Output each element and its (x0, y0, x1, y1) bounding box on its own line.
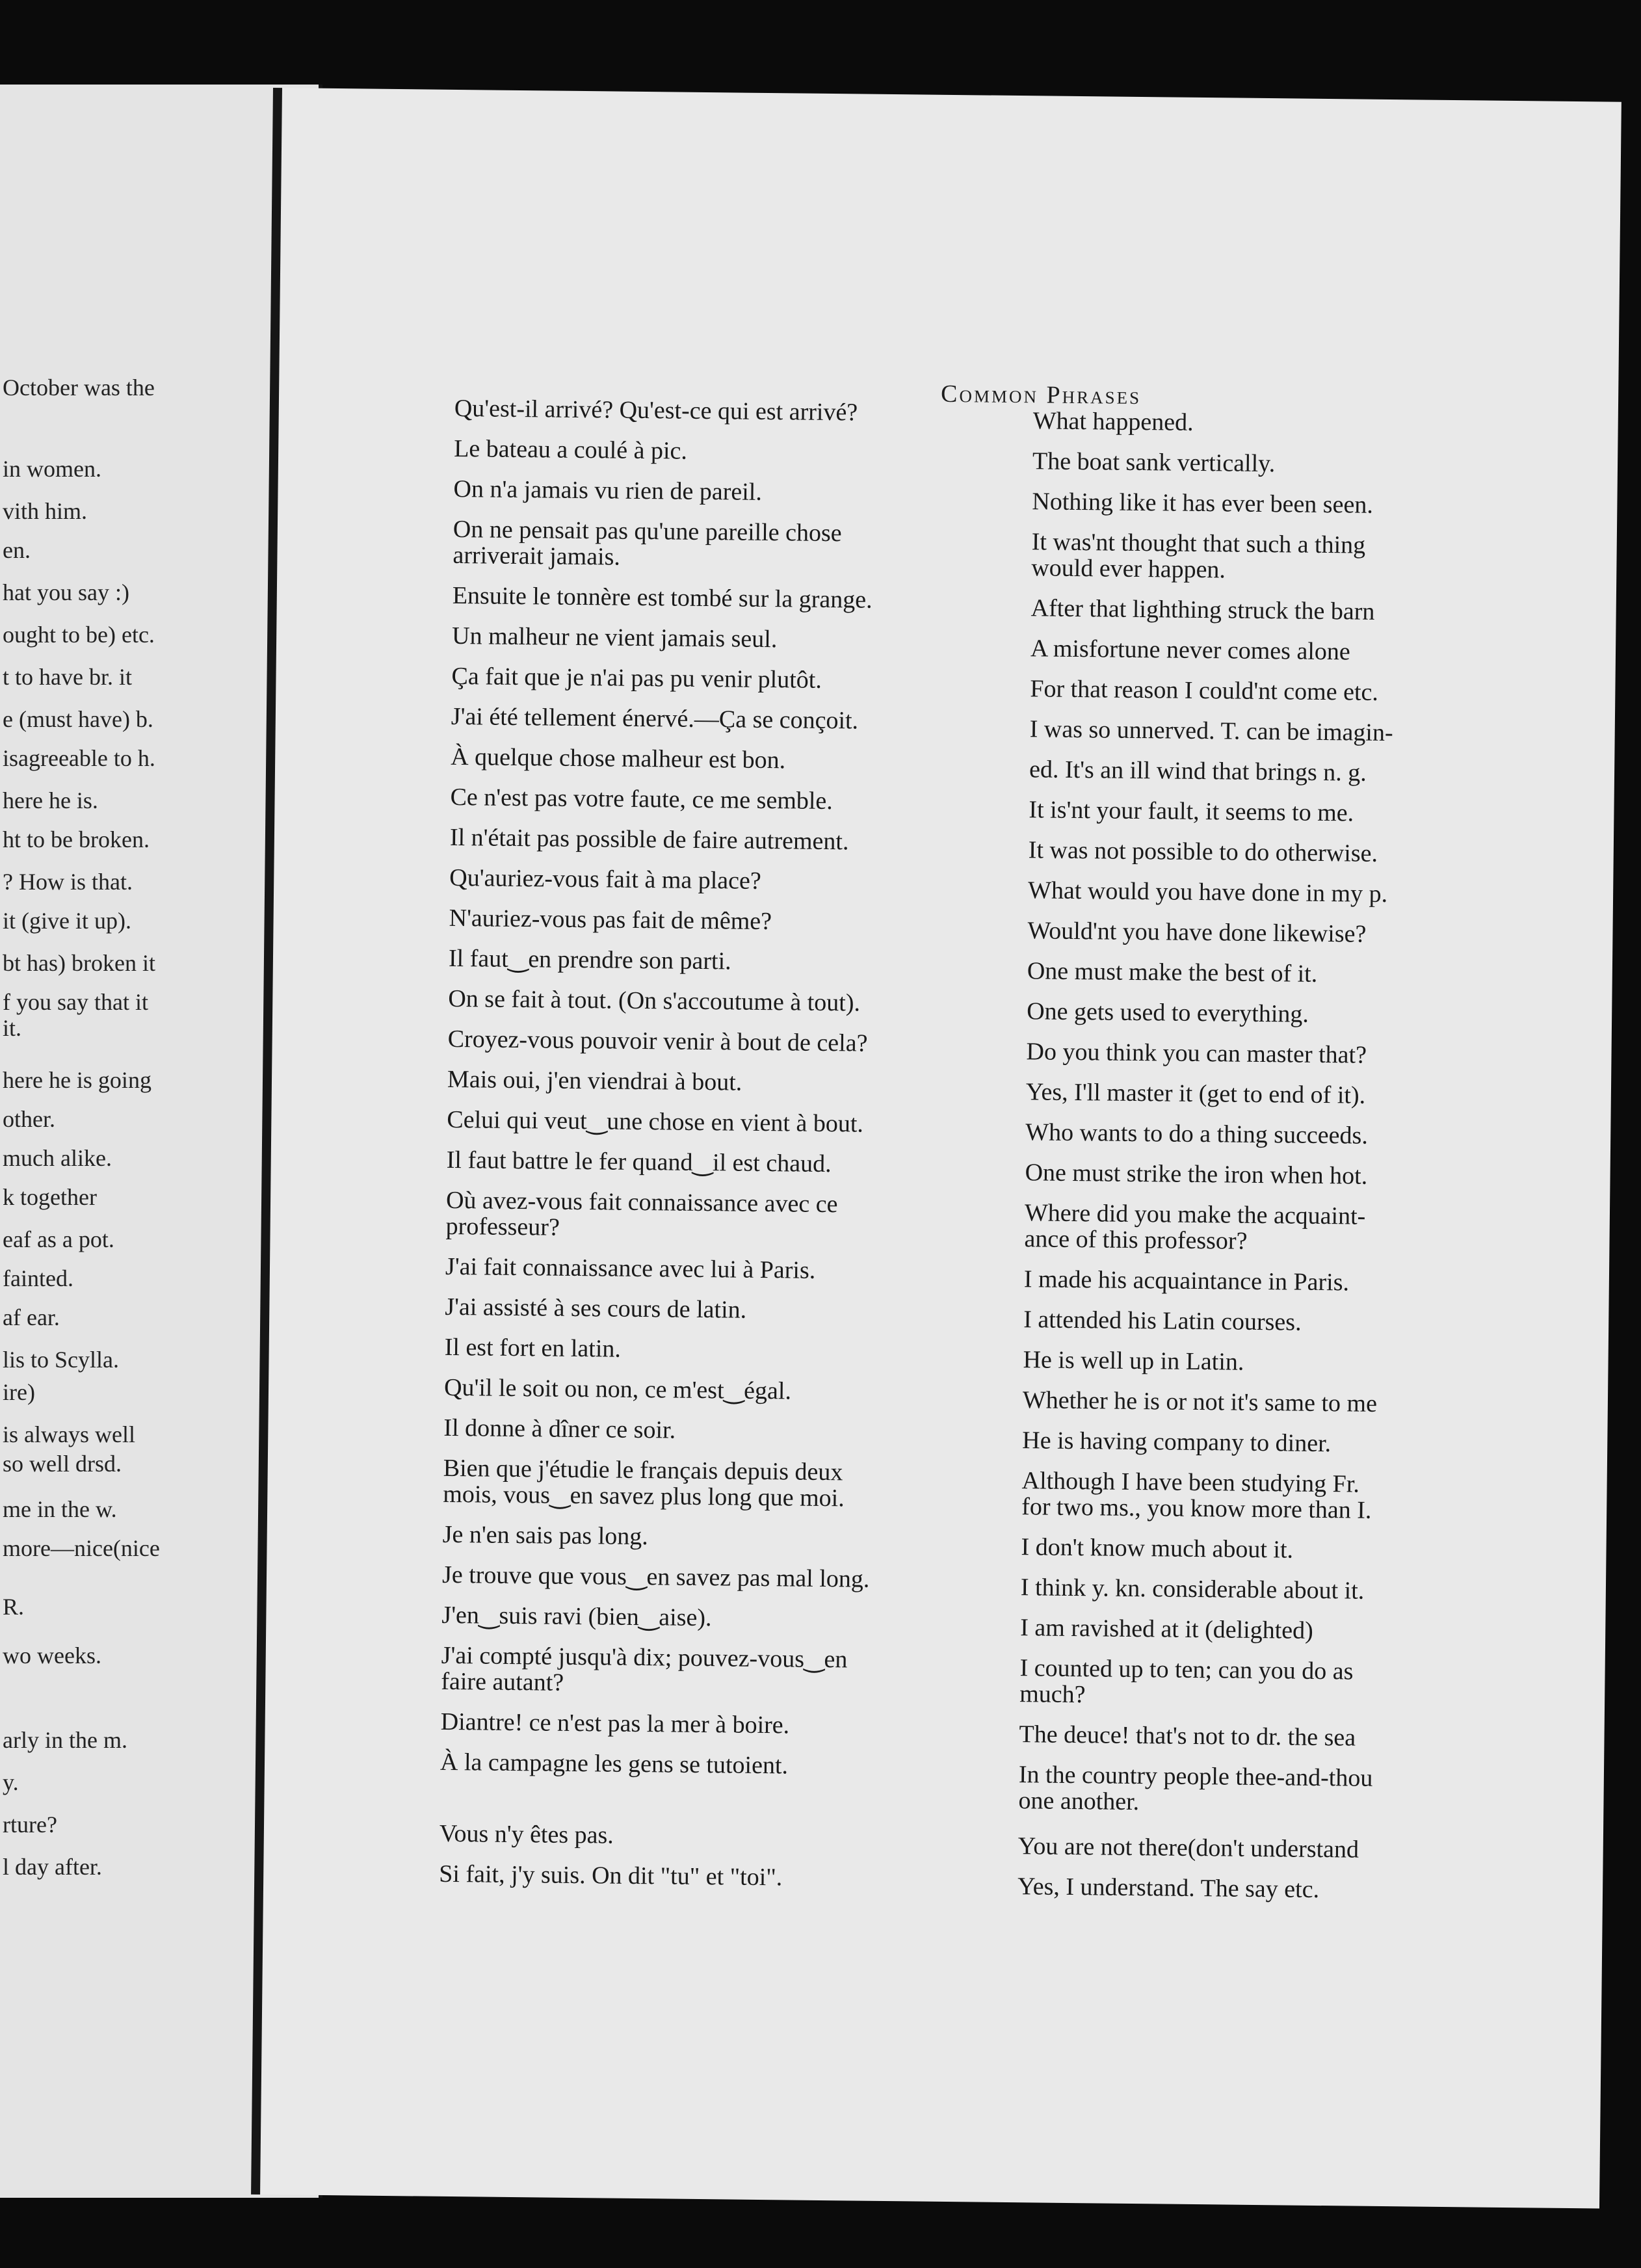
left-page-line: arly in the m. (3, 1727, 127, 1753)
english-phrase: You are not there(don't understand (1017, 1832, 1359, 1864)
left-page-line: hat you say :) (3, 579, 129, 605)
english-phrase: Although I have been studying Fr. for two ms., you know more than I. (1021, 1467, 1372, 1524)
english-phrase: I don't know much about it. (1021, 1533, 1294, 1564)
french-phrase: J'ai fait connaissance avec lui à Paris. (445, 1252, 816, 1284)
english-phrase: I counted up to ten; can you do as much? (1019, 1654, 1354, 1709)
left-page-line: eaf as a pot. (3, 1226, 114, 1252)
french-phrase: Qu'auriez-vous fait à ma place? (449, 864, 761, 895)
french-phrase: Qu'est-il arrivé? Qu'est-ce qui est arrivé? (454, 394, 858, 427)
english-phrase: I made his acquaintance in Paris. (1023, 1265, 1350, 1297)
left-page-line: bt has) broken it (3, 950, 155, 976)
english-phrase: Yes, I'll master it (get to end of it). (1025, 1078, 1366, 1109)
english-phrase: I am ravished at it (delighted) (1020, 1614, 1314, 1644)
english-phrase: For that reason I could'nt come etc. (1030, 675, 1379, 706)
english-phrase: I was so unnerved. T. can be imagin- (1029, 715, 1393, 747)
left-page-line: here he is. (3, 787, 98, 813)
english-phrase: Would'nt you have done likewise? (1027, 917, 1367, 948)
french-phrase: On ne pensait pas qu'une pareille chose arriverait jamais. (453, 515, 842, 571)
left-page-line: much alike. (3, 1145, 112, 1171)
left-page-line: October was the (3, 375, 155, 401)
french-phrase: Il est fort en latin. (444, 1333, 622, 1363)
left-page-line: fainted. (3, 1265, 73, 1291)
left-page-line: it (give it up). (3, 908, 131, 934)
french-phrase: Celui qui veut‿une chose en vient à bout. (447, 1105, 864, 1138)
french-phrase: Croyez-vous pouvoir venir à bout de cela? (447, 1025, 868, 1057)
left-page-line: en. (3, 537, 31, 563)
english-phrase: Who wants to do a thing succeeds. (1025, 1118, 1369, 1150)
left-page-line: R. (3, 1594, 25, 1620)
french-phrase: Il faut battre le fer quand‿il est chaud. (446, 1146, 832, 1178)
french-phrase: J'ai compté jusqu'à dix; pouvez-vous‿en faire autant? (441, 1641, 848, 1696)
french-phrase: Ce n'est pas votre faute, ce me semble. (450, 783, 834, 815)
english-phrase: I attended his Latin courses. (1023, 1306, 1302, 1336)
left-page-line: f you say that it (3, 989, 148, 1015)
french-phrase: Bien que j'étudie le français depuis deux mois, vous‿en savez plus long que moi. (443, 1454, 845, 1512)
english-phrase: Nothing like it has ever been seen. (1032, 488, 1374, 519)
left-page-line: here he is going (3, 1067, 151, 1093)
french-phrase: N'auriez-vous pas fait de même? (449, 904, 772, 936)
english-phrase: After that lighthing struck the barn (1031, 594, 1375, 626)
french-phrase: Il faut‿en prendre son parti. (448, 944, 731, 975)
english-phrase: Do you think you can master that? (1026, 1038, 1367, 1069)
left-page-line: ought to be) etc. (3, 622, 155, 648)
left-page-line: is always well (3, 1421, 135, 1447)
left-page-line: vith him. (3, 498, 88, 524)
french-column (439, 395, 1040, 1907)
left-page-line: more—nice(nice (3, 1535, 160, 1561)
english-phrase: One must make the best of it. (1027, 957, 1318, 988)
english-phrase: It is'nt your fault, it seems to me. (1029, 796, 1354, 827)
english-phrase: He is well up in Latin. (1023, 1346, 1244, 1376)
french-phrase: À quelque chose malheur est bon. (451, 743, 786, 774)
left-page-line: e (must have) b. (3, 706, 153, 732)
left-page-line: af ear. (3, 1304, 60, 1330)
french-phrase: Je trouve que vous‿en savez pas mal long. (441, 1561, 870, 1593)
left-page-line: in women. (3, 456, 101, 482)
english-phrase: I think y. kn. considerable about it. (1020, 1574, 1365, 1605)
french-phrase: Le bateau a coulé à pic. (453, 434, 688, 465)
left-page-line: me in the w. (3, 1496, 117, 1522)
left-page-line: ht to be broken. (3, 826, 150, 852)
english-phrase: ed. It's an ill wind that brings n. g. (1029, 756, 1367, 787)
english-phrase: The deuce! that's not to dr. the sea (1019, 1721, 1356, 1752)
english-phrase: Where did you make the acquaint- ance of this professor? (1024, 1199, 1366, 1255)
french-phrase: À la campagne les gens se tutoient. (440, 1748, 789, 1780)
french-phrase: J'ai assisté à ses cours de latin. (445, 1293, 747, 1324)
left-page-line: y. (3, 1769, 19, 1795)
english-phrase: Yes, I understand. The say etc. (1017, 1873, 1320, 1904)
left-page-line: ire) (3, 1379, 35, 1405)
french-phrase: On se fait à tout. (On s'accoutume à tout). (448, 984, 861, 1017)
french-phrase: Il donne à dîner ce soir. (443, 1414, 676, 1444)
french-phrase: Ça fait que je n'ai pas pu venir plutôt. (451, 662, 822, 694)
english-phrase: He is having company to diner. (1022, 1427, 1332, 1458)
page-header: Common Phrases (940, 380, 1142, 410)
english-phrase: What would you have done in my p. (1027, 877, 1388, 908)
english-column (1017, 408, 1527, 1919)
left-page-line: k together (3, 1184, 97, 1210)
left-page-line: ? How is that. (3, 869, 133, 895)
english-phrase: Whether he is or not it's same to me (1022, 1386, 1378, 1418)
french-phrase: J'en‿suis ravi (bien‿aise). (441, 1601, 712, 1632)
english-phrase: One gets used to everything. (1026, 997, 1309, 1028)
left-page-line: rture? (3, 1812, 57, 1838)
left-page-line: so well drsd. (3, 1451, 122, 1477)
left-page-line: t to have br. it (3, 664, 132, 690)
english-phrase: One must strike the iron when hot. (1025, 1159, 1368, 1190)
french-phrase: Ensuite le tonnère est tombé sur la grange. (452, 581, 873, 614)
english-phrase: A misfortune never comes alone (1030, 635, 1350, 666)
french-phrase: Si fait, j'y suis. On dit "tu" et "toi". (439, 1860, 783, 1892)
english-phrase: It was not possible to do otherwise. (1028, 836, 1378, 867)
french-phrase: Un malheur ne vient jamais seul. (451, 622, 778, 653)
right-page (251, 88, 1621, 2209)
french-phrase: Il n'était pas possible de faire autrement. (449, 823, 849, 856)
french-phrase: Mais oui, j'en viendrai à bout. (447, 1065, 742, 1096)
french-phrase: Qu'il le soit ou non, ce m'est‿égal. (443, 1373, 792, 1405)
english-phrase: In the country people thee-and-thou one another. (1018, 1761, 1373, 1816)
french-phrase: Diantre! ce n'est pas la mer à boire. (440, 1708, 790, 1739)
french-phrase: Où avez-vous fait connaissance avec ce professeur? (445, 1186, 838, 1241)
french-phrase: On n'a jamais vu rien de pareil. (453, 475, 763, 506)
french-phrase: Vous n'y êtes pas. (439, 1819, 614, 1849)
left-page-line: it. (3, 1015, 22, 1041)
french-phrase: J'ai été tellement énervé.—Ça se conçoit. (451, 702, 859, 735)
left-page-line: lis to Scylla. (3, 1347, 119, 1373)
left-page-line: other. (3, 1106, 55, 1132)
english-phrase: What happened. (1032, 407, 1194, 436)
left-page-line: l day after. (3, 1854, 102, 1880)
french-phrase: Je n'en sais pas long. (442, 1520, 649, 1551)
left-page-line: isagreeable to h. (3, 745, 155, 771)
english-phrase: It was'nt thought that such a thing would ever happen. (1031, 528, 1366, 584)
english-phrase: The boat sank vertically. (1032, 447, 1276, 478)
left-page-line: wo weeks. (3, 1642, 101, 1668)
